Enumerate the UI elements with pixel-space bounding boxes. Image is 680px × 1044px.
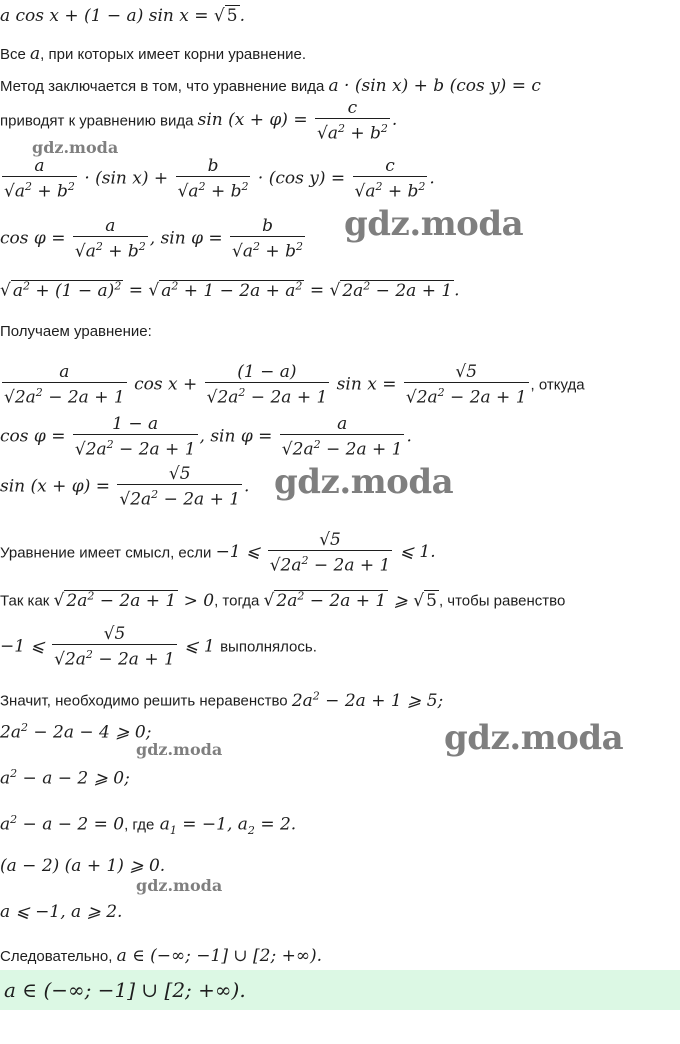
watermark: gdz.moda <box>32 138 119 157</box>
ineq-step-2: $a^2 - a - 2$ ⩾ 0; <box>0 767 130 789</box>
since-line: Так как √ $2a^2 - 2a + 1 > 0$, тогда √ $2a^2 - 2a + 1$ ⩾ √ 5 , чтобы равенство <box>0 589 566 611</box>
problem-task: Все a, при которых имеет корни уравнение. <box>0 44 307 64</box>
roots-line: $a^2 - a - 2 = 0$, где $a_1 = -1$, $a_2 = 2$. <box>0 813 297 838</box>
method-reduce: приводят к уравнению вида sin (x + φ) = $\frac{c}{√a^2 + b^2}$ . <box>0 98 398 144</box>
method-phi: cos φ = $\frac{a}{√a^2 + b^2}$ , sin φ = $\frac{b}{√a^2 + b^2}$ <box>0 216 303 262</box>
need-solve: Значит, необходимо решить неравенство $2a^2 - 2a + 1$ ⩾ 5; <box>0 689 444 711</box>
sin-sum: sin (x + φ) = $\frac{√5}{√2a^2 - 2a + 1}$ . <box>0 464 250 510</box>
watermark: gdz.moda <box>444 718 624 758</box>
get-equation-label: Получаем уравнение: <box>0 323 152 340</box>
answer-text: a ∈ (−∞; −1] ∪ [2; +∞). <box>4 978 246 1002</box>
phi-values: cos φ = $\frac{1 - a}{√2a^2 - 2a + 1}$ , sin φ = $\frac{a}{√2a^2 - 2a + 1}$ . <box>0 414 412 460</box>
watermark: gdz.moda <box>344 204 524 244</box>
answer-box <box>0 970 680 1010</box>
therefore-line: Следовательно, a ∈ (−∞; −1] ∪ [2; +∞). <box>0 946 323 966</box>
method-normalized: $\frac{a}{√a^2 + b^2}$ · (sin x) + $\frac{b}{√a^2 + b^2}$ · (cos y) = $\frac{c}{√a^2 + b^2}$ . <box>4 156 435 202</box>
method-intro: Метод заключается в том, что уравнение вида a · (sin x) + b (cos y) = c <box>0 76 541 96</box>
main-equation: $\frac{a}{√2a^2 - 2a + 1}$ cos x + $\frac{(1 - a)}{√2a^2 - 2a + 1}$ sin x = $\frac{√5}{√2a^2 - 2a + 1}$ , откуда <box>4 362 585 408</box>
watermark: gdz.moda <box>136 740 223 759</box>
meaning-condition: Уравнение имеет смысл, если −1 ⩽ $\frac{√5}{√2a^2 - 2a + 1}$ ⩽ 1. <box>0 530 436 576</box>
watermark: gdz.moda <box>136 876 223 895</box>
watermark: gdz.moda <box>274 462 454 502</box>
intervals: a ⩽ −1, a ⩾ 2. <box>0 902 123 922</box>
method-root: √ $a^2 + (1 - a)^2$ = √ $a^2 + 1 - 2a + a^2$ = √ $2a^2 - 2a + 1$ . <box>0 279 460 301</box>
factored: (a − 2) (a + 1) ⩾ 0. <box>0 856 166 876</box>
problem-equation: a cos x + (1 − a) sin x = √ 5 . <box>0 6 245 26</box>
equality-held: −1 ⩽ $\frac{√5}{√2a^2 - 2a + 1}$ ⩽ 1 выполнялось. <box>0 624 317 670</box>
ineq-step-1: $2a^2 - 2a - 4$ ⩾ 0; <box>0 721 152 743</box>
